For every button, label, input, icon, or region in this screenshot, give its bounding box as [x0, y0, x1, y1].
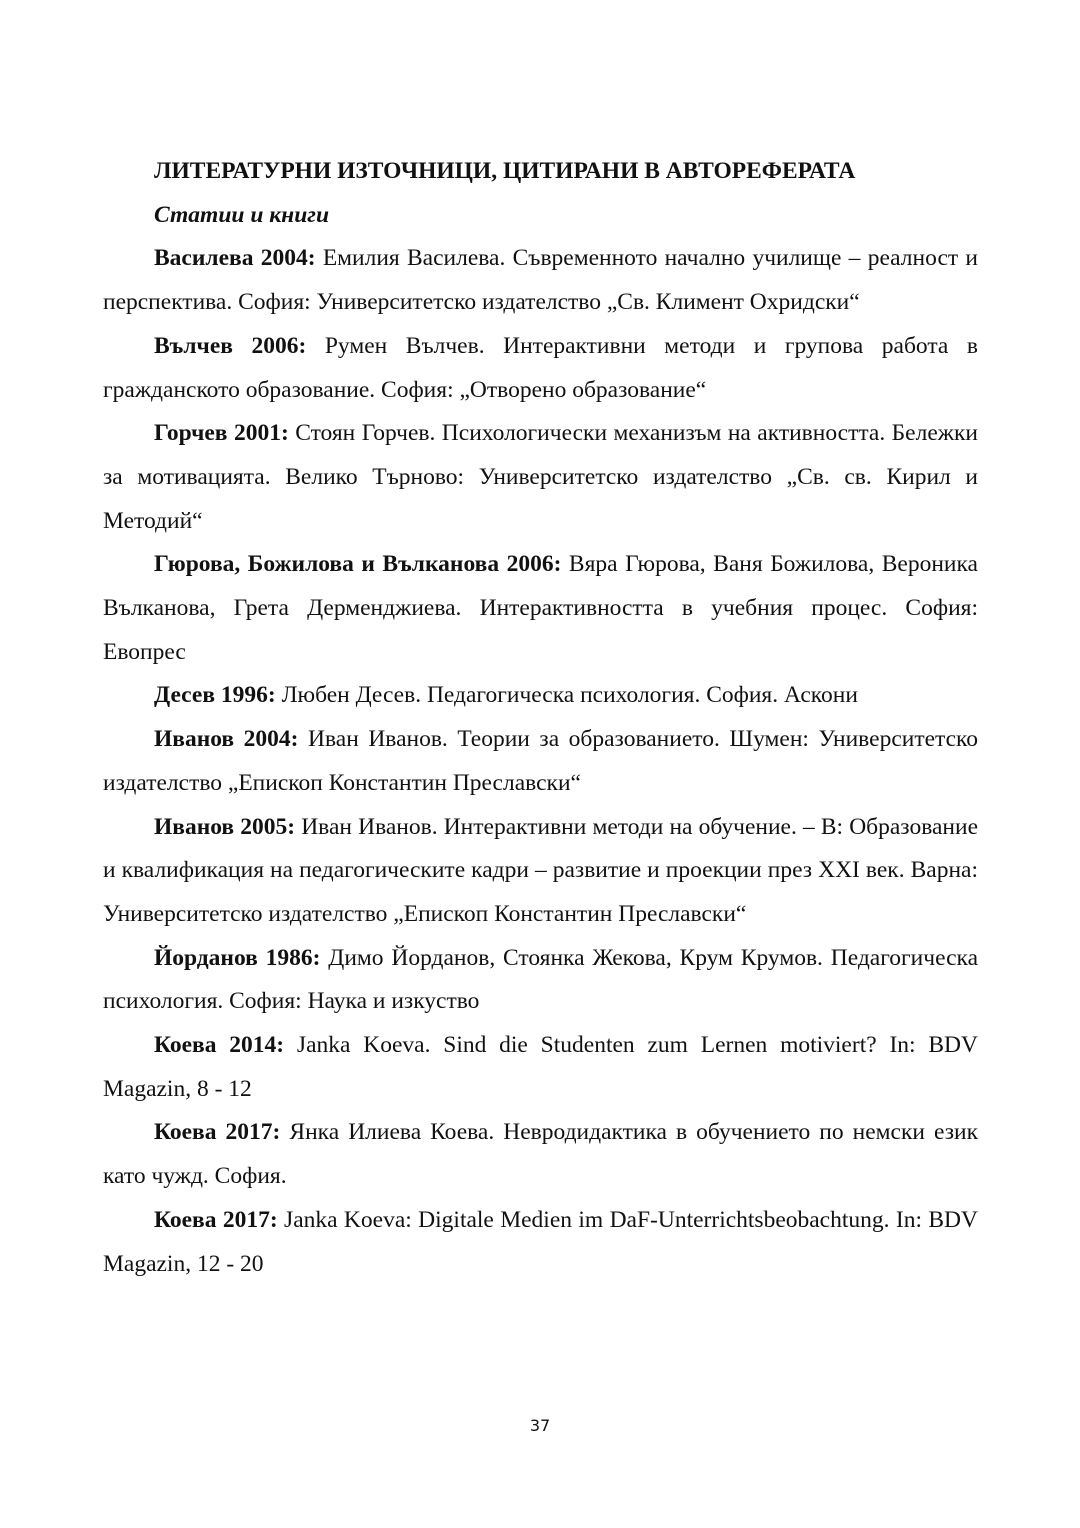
- reference-text: Стоян Горчев. Психологически механизъм на активността. Бележки за мотивацията. Велико Търново: Университетско издателство „Св. св. Кирил и Методий“: [103, 420, 978, 534]
- reference-entry: [103, 1024, 978, 1111]
- reference-entry: [103, 412, 978, 543]
- reference-key: Вълчев 2006:: [154, 332, 307, 359]
- reference-text: Димо Йорданов, Стоянка Жекова, Крум Крумов. Педагогическа психология. София: Наука и изкуство: [103, 944, 979, 1015]
- reference-text: Janka Koeva. Sind die Studenten zum Lernen motiviert? In: BDV Magazin, 8 - 12: [103, 1032, 978, 1102]
- reference-key: Иванов 2004:: [154, 726, 299, 753]
- reference-key: Василева 2004:: [154, 245, 316, 272]
- reference-text: Емилия Василева. Съвременното начално училище – реалност и перспектива. София: Университетско издателство „Св. Климент Охридски“: [103, 245, 978, 316]
- reference-entry: [103, 806, 978, 937]
- reference-entry: [103, 937, 978, 1024]
- reference-text: Вяра Гюрова, Ваня Божилова, Вероника Вълканова, Грета Дерменджиева. Интерактивността в учебния процес. София: Евопрес: [103, 551, 978, 665]
- reference-entry: [103, 718, 978, 805]
- reference-key: Иванов 2005:: [154, 813, 296, 840]
- reference-key: Коева 2017:: [154, 1206, 278, 1233]
- reference-entry: [103, 237, 978, 324]
- reference-text: Румен Вълчев. Интерактивни методи и групова работа в гражданското образование. София: „Отворено образование“: [103, 332, 978, 403]
- reference-text: Янка Илиева Коева. Невродидактика в обучението по немски език като чужд. София.: [103, 1119, 979, 1190]
- reference-entry: [103, 543, 978, 674]
- section-subheading: Статии и книги: [154, 201, 330, 228]
- reference-entry: [103, 1199, 978, 1286]
- reference-key: Коева 2014:: [154, 1032, 285, 1059]
- reference-entry: [103, 1111, 978, 1198]
- page-number: 37: [529, 1416, 551, 1435]
- reference-entry: [103, 325, 978, 412]
- reference-entry: [103, 674, 978, 718]
- section-heading: ЛИТЕРАТУРНИ ИЗТОЧНИЦИ, ЦИТИРАНИ В АВТОРЕФЕРАТА: [154, 158, 856, 184]
- reference-key: Горчев 2001:: [154, 420, 289, 447]
- reference-text: Иван Иванов. Интерактивни методи на обучение. – В: Образование и квалификация на педагогическите кадри – развитие и проекции през XXI век. Варна: Университетско издателство „Епископ Константин Преславски“: [103, 813, 978, 927]
- reference-text: Janka Koeva: Digitale Medien im DaF-Unterrichtsbeobachtung. In: BDV Magazin, 12 - 20: [103, 1206, 978, 1277]
- reference-key: Гюрова, Божилова и Вълканова 2006:: [154, 551, 562, 578]
- document-page: [103, 150, 978, 1286]
- reference-key: Коева 2017:: [154, 1119, 281, 1146]
- reference-key: Десев 1996:: [154, 682, 276, 709]
- reference-text: Иван Иванов. Теории за образованието. Шумен: Университетско издателство „Епископ Константин Преславски“: [103, 726, 978, 796]
- reference-text: Любен Десев. Педагогическа психология. София. Аскони: [275, 682, 858, 709]
- reference-key: Йорданов 1986:: [154, 944, 321, 971]
